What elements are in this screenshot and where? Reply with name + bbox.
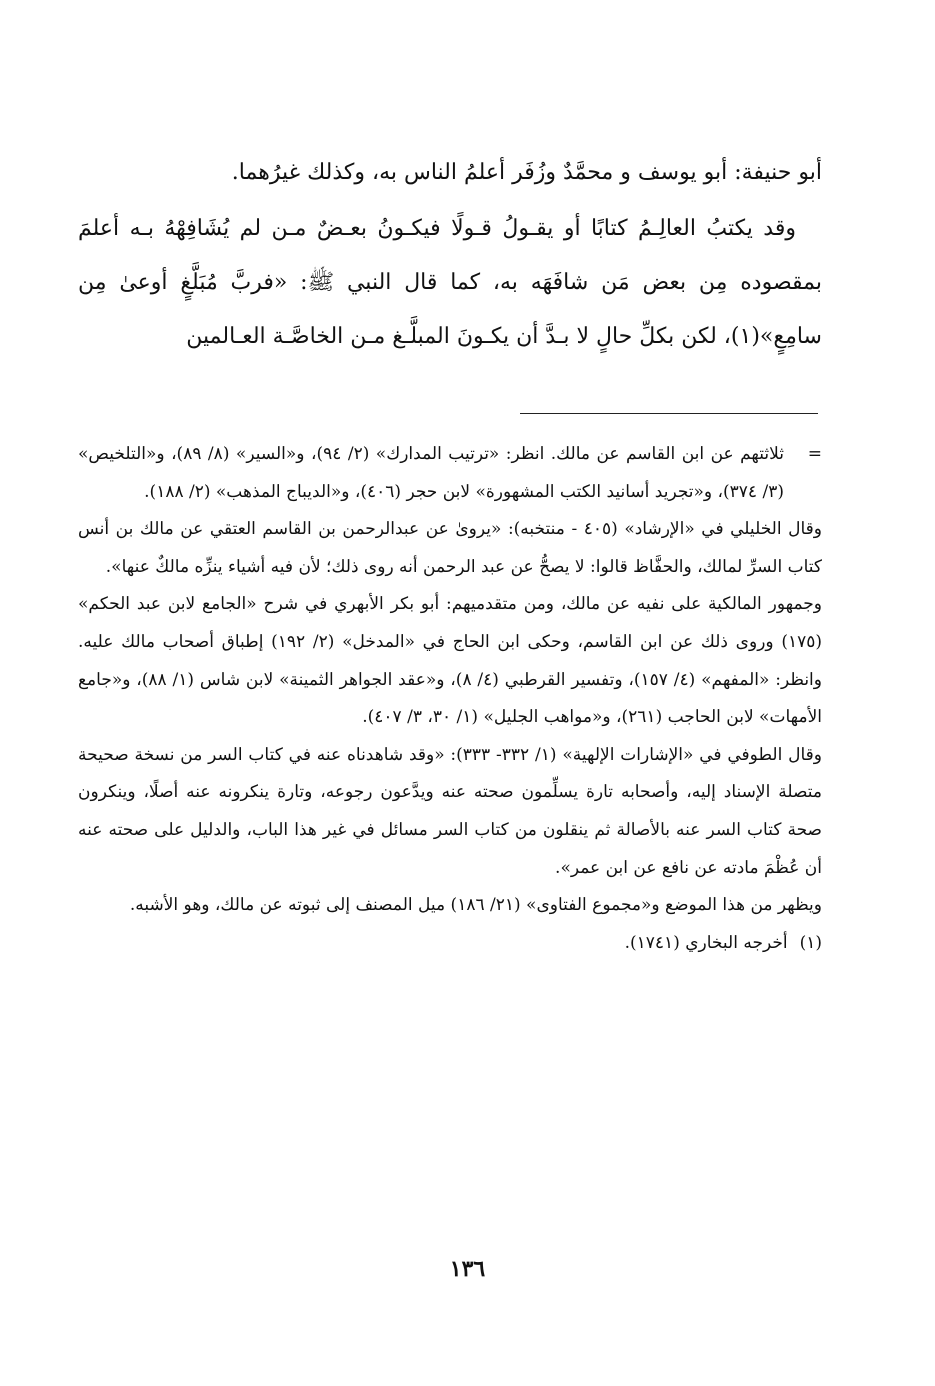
- footnotes: [78, 436, 822, 962]
- footnote-paragraph-4: وقال الطوفي في «الإشارات الإلهية» (١/ ٣٣٢- ٣٣٣): «وقد شاهدناه عنه في كتاب السر من نسخة صحيحة متصلة الإسناد إليه، وأصحابه تارة يسلِّمون صحته عنه ويدَّعون رجوعه، وتارة ينكرونه عنه أصلًا، وينكرون صحة كتاب السر عنه بالأصالة ثم ينقلون من كتاب السر مسائل في غير هذا الباب، والدليل على صحته عنه أن عُظْمَ مادته عن نافع عن ابن عمر».: [78, 744, 823, 878]
- footnote-separator: [520, 413, 818, 414]
- footnote-paragraph-1: ثلاثتهم عن ابن القاسم عن مالك. انظر: «ترتيب المدارك» (٢/ ٩٤)، و«السير» (٨/ ٨٩)، و«التلخيص» (٣/ ٣٧٤)، و«تجريد أسانيد الكتب المشهورة» لابن حجر (٤٠٦)، و«الديباج المذهب» (٢/ ١٨٨).: [78, 444, 785, 502]
- footnote-1-text: أخرجه البخاري (١٧٤١).: [624, 932, 788, 953]
- footnote-1-number: (١): [799, 932, 822, 953]
- main-paragraph-1: أبو حنيفة: أبو يوسف و محمَّدٌ وزُفَر أعلمُ الناس به، وكذلك غيرُهما.: [231, 160, 822, 185]
- footnote-paragraph-5: ويظهر من هذا الموضع و«مجموع الفتاوى» (٢١/ ١٨٦) ميل المصنف إلى ثبوته عن مالك، وهو الأشبه.: [129, 895, 822, 916]
- continuation-marker: =: [807, 444, 822, 464]
- footnote-paragraph-2: وقال الخليلي في «الإرشاد» (٤٠٥ - منتخبه): «يروىٰ عن عبدالرحمن بن القاسم العتقي عن مالك بن أنس كتاب السرِّ لمالك، والحفَّاظ قالوا: لا يصحُّ عن عبد الرحمن أنه روى ذلك؛ لأن فيه أشياء ينزِّه مالكٌ عنها».: [78, 519, 822, 577]
- footnote-continued: [78, 436, 822, 511]
- footnote-paragraph-3: وجمهور المالكية على نفيه عن مالك، ومن متقدميهم: أبو بكر الأبهري في شرح «الجامع لابن عبد الحكم» (١٧٥) وروى ذلك عن ابن القاسم، وحكى ابن الحاج في «المدخل» (٢/ ١٩٢) إطباق أصحاب مالك عليه. وانظر: «المفهم» (٤/ ١٥٧)، وتفسير القرطبي (٤/ ٨)، و«عقد الجواهر الثمينة» لابن شاس (١/ ٨٨)، و«جامع الأمهات» لابن الحاجب (٢٦١)، و«مواهب الجليل» (١/ ٣٠، ٣/ ٤٠٧).: [78, 594, 823, 728]
- main-text: [78, 146, 822, 364]
- footnote-1: [78, 925, 822, 963]
- main-paragraph-2: وقد يكتبُ العالِـمُ كتابًا أو يقـولُ قـولًا فيكـونُ بعـضٌ مـن لم يُشَافِهْهُ بـه أعلمَ بمقصوده مِن بعض مَن شافَهَه به، كما قال النبي ﷺ: «فربَّ مُبَلَّغٍ أوعىٰ مِن سامِعٍ»(١)، لكن بكلِّ حالٍ لا بـدَّ أن يكـونَ المبلَّـغ مـن الخاصَّـة العـالمين: [78, 216, 822, 349]
- page-number: ١٣٦: [449, 1256, 486, 1282]
